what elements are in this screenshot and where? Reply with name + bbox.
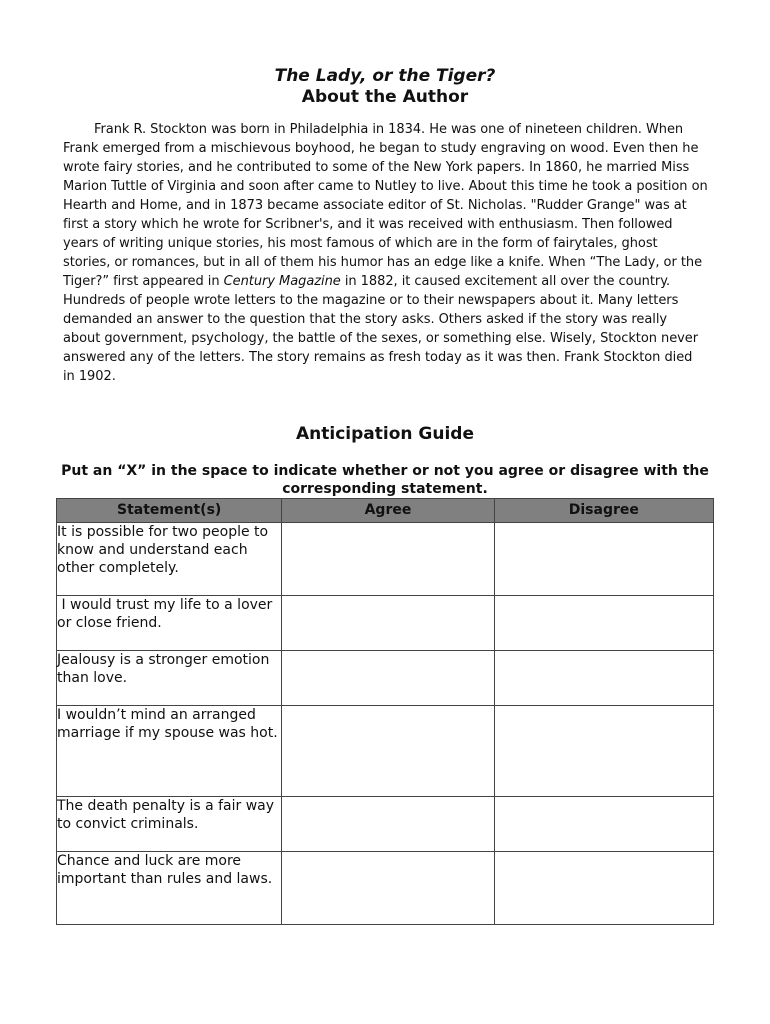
biography-text-part-2: in 1882, it caused excitement all over the country. Hundreds of people wrote letters to the magazine or to their newspapers about it. Many letters demanded an answer to the question that the story asks. Others asked if the story was really about government, psychology, the battle of the sexes, or something else. Wisely, Stockton never answered any of the letters. The story remains as fresh today as it was then. Frank Stockton died in 1902.	[63, 274, 699, 384]
statement-cell: The death penalty is a fair way to convict criminals.	[57, 797, 282, 852]
story-title: The Lady, or the Tiger?	[274, 66, 496, 86]
header-disagree: Disagree	[494, 499, 713, 523]
instructions: Put an “X” in the space to indicate whether or not you agree or disagree with the corresponding statement.	[61, 463, 709, 497]
table-row	[57, 523, 714, 596]
disagree-cell[interactable]	[494, 596, 713, 651]
header-statements: Statement(s)	[57, 499, 282, 523]
disagree-cell[interactable]	[494, 706, 713, 797]
about-author-heading: About the Author	[301, 87, 469, 107]
disagree-cell[interactable]	[494, 651, 713, 706]
table-row	[57, 651, 714, 706]
table-row	[57, 596, 714, 651]
statement-cell: I would trust my life to a lover or close friend.	[57, 596, 282, 651]
magazine-title: Century Magazine	[223, 274, 341, 289]
agree-cell[interactable]	[282, 651, 494, 706]
anticipation-guide-heading: Anticipation Guide	[296, 424, 474, 444]
table-row	[57, 706, 714, 797]
statement-cell: Chance and luck are more important than rules and laws.	[57, 852, 282, 925]
agree-cell[interactable]	[282, 852, 494, 925]
agree-cell[interactable]	[282, 706, 494, 797]
agree-cell[interactable]	[282, 523, 494, 596]
author-biography	[63, 120, 708, 386]
anticipation-guide-table	[56, 498, 714, 925]
table-row	[57, 797, 714, 852]
agree-cell[interactable]	[282, 797, 494, 852]
header-agree: Agree	[282, 499, 494, 523]
table-header-row	[57, 499, 714, 523]
statement-cell: Jealousy is a stronger emotion than love.	[57, 651, 282, 706]
disagree-cell[interactable]	[494, 523, 713, 596]
agree-cell[interactable]	[282, 596, 494, 651]
biography-text-part-1: Frank R. Stockton was born in Philadelphia in 1834. He was one of nineteen children. When Frank emerged from a mischievous boyhood, he began to study engraving on wood. Even then he wrote fairy stories, and he contributed to some of the New York papers. In 1860, he married Miss Marion Tuttle of Virginia and soon after came to Nutley to live. About this time he took a position on Hearth and Home, and in 1873 became associate editor of St. Nicholas. "Rudder Grange" was at first a story which he wrote for Scribner's, and it was received with enthusiasm. Then followed years of writing unique stories, his most famous of which are in the form of fairytales, ghost stories, or romances, but in all of them his humor has an edge like a knife. When “The Lady, or the Tiger?” first appeared in	[63, 122, 708, 289]
disagree-cell[interactable]	[494, 852, 713, 925]
disagree-cell[interactable]	[494, 797, 713, 852]
statement-cell: It is possible for two people to know and understand each other completely.	[57, 523, 282, 596]
statement-cell: I wouldn’t mind an arranged marriage if my spouse was hot.	[57, 706, 282, 797]
table-row	[57, 852, 714, 925]
